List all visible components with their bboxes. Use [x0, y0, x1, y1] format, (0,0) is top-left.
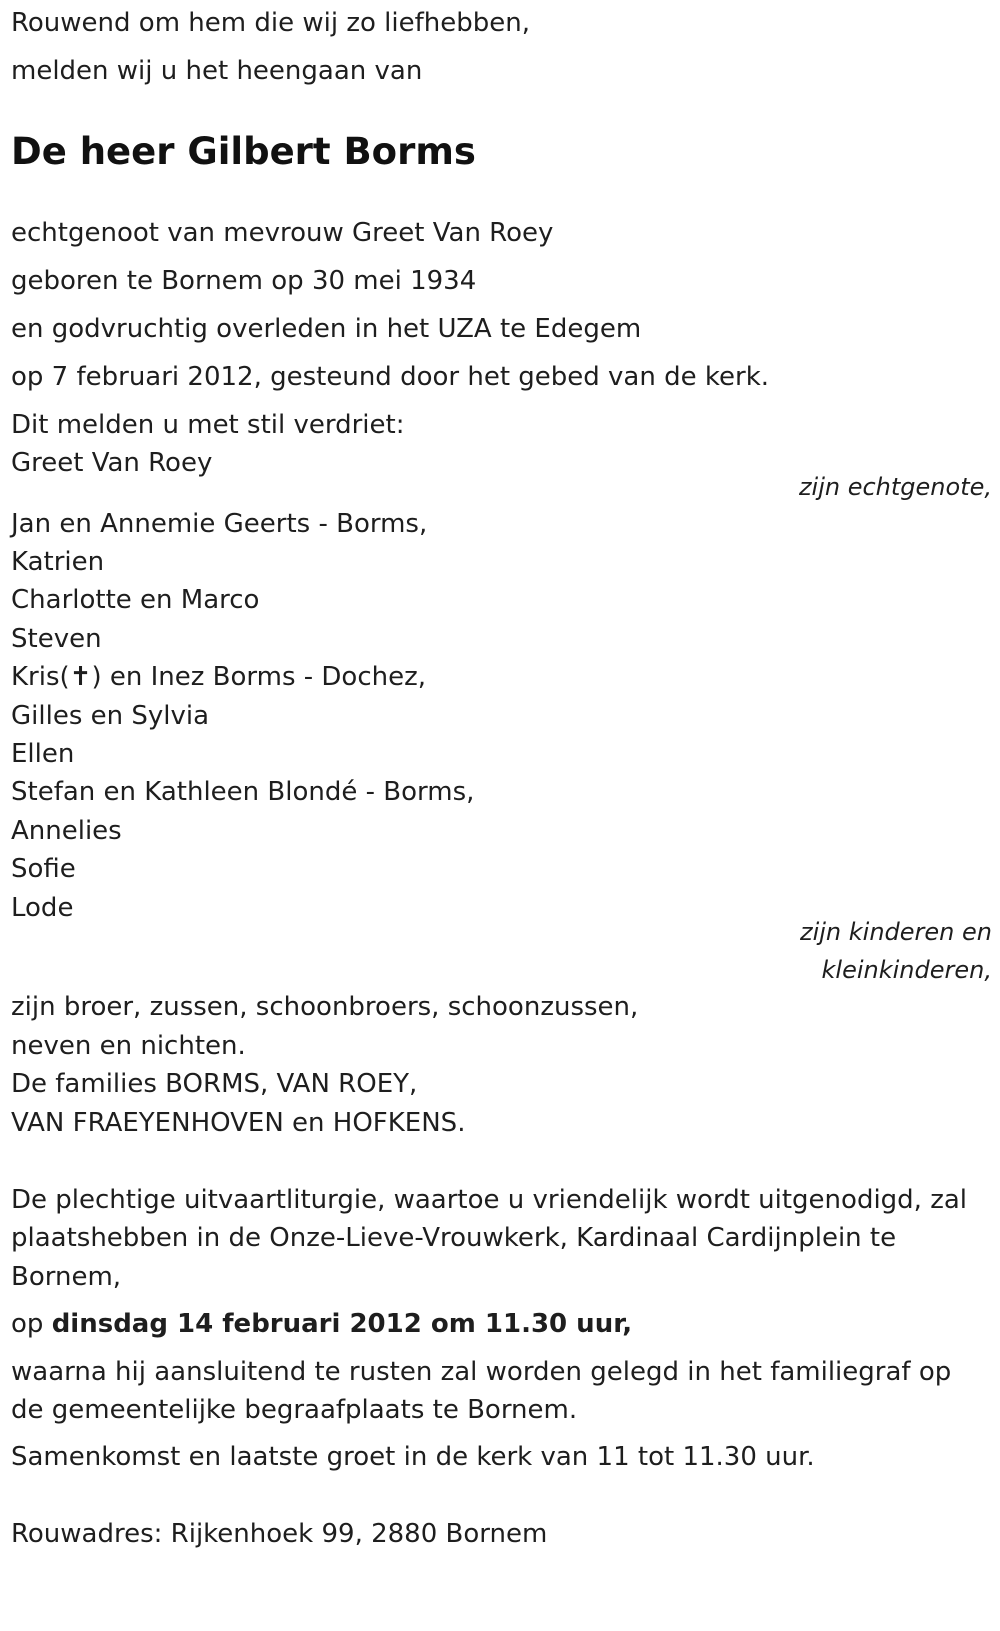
- funeral-date: dinsdag 14 februari 2012 om 11.30 uur,: [51, 1309, 633, 1339]
- liturgy-line: Bornem,: [11, 1262, 122, 1292]
- child-line: Gilles en Sylvia: [11, 701, 210, 731]
- detail-spouse: echtgenoot van mevrouw Greet Van Roey: [11, 218, 554, 248]
- children-relation-line-1: zijn kinderen en: [800, 918, 992, 946]
- deceased-name: De heer Gilbert Borms: [11, 130, 476, 173]
- liturgy-line: plaatshebben in de Onze-Lieve-Vrouwkerk, Kardinaal Cardijnplein te: [11, 1223, 897, 1253]
- announce-line: Dit melden u met stil verdriet:: [11, 410, 405, 440]
- detail-death-date: op 7 februari 2012, gesteund door het gebed van de kerk.: [11, 362, 770, 392]
- child-line: Sofie: [11, 854, 76, 884]
- family-line: neven en nichten.: [11, 1031, 246, 1061]
- family-line: De families BORMS, VAN ROEY,: [11, 1069, 418, 1099]
- child-line: Stefan en Kathleen Blondé - Borms,: [11, 777, 475, 807]
- funeral-date-prefix: op: [11, 1309, 52, 1339]
- child-line: Steven: [11, 624, 102, 654]
- mourning-address: Rouwadres: Rijkenhoek 99, 2880 Bornem: [11, 1519, 548, 1549]
- burial-line: waarna hij aansluitend te rusten zal worden gelegd in het familiegraf op: [11, 1357, 952, 1387]
- child-line: Annelies: [11, 816, 122, 846]
- gathering-line: Samenkomst en laatste groet in de kerk van 11 tot 11.30 uur.: [11, 1442, 815, 1472]
- burial-line: de gemeentelijke begraafplaats te Bornem.: [11, 1395, 578, 1425]
- children-relation-line-2: kleinkinderen,: [821, 956, 992, 984]
- child-line: Ellen: [11, 739, 75, 769]
- child-line: Lode: [11, 893, 74, 923]
- spouse-name: Greet Van Roey: [11, 448, 213, 478]
- child-line: Katrien: [11, 547, 105, 577]
- child-line: Kris(✝) en Inez Borms - Dochez,: [11, 662, 427, 692]
- intro-line-2: melden wij u het heengaan van: [11, 56, 423, 86]
- child-line: Jan en Annemie Geerts - Borms,: [11, 509, 428, 539]
- detail-birth: geboren te Bornem op 30 mei 1934: [11, 266, 477, 296]
- family-line: zijn broer, zussen, schoonbroers, schoonzussen,: [11, 992, 639, 1022]
- funeral-date-line: [11, 1311, 632, 1337]
- spouse-relation: zijn echtgenote,: [798, 473, 992, 501]
- liturgy-line: De plechtige uitvaartliturgie, waartoe u vriendelijk wordt uitgenodigd, zal: [11, 1185, 968, 1215]
- intro-line-1: Rouwend om hem die wij zo liefhebben,: [11, 8, 530, 38]
- detail-death-place: en godvruchtig overleden in het UZA te Edegem: [11, 314, 642, 344]
- child-line: Charlotte en Marco: [11, 585, 260, 615]
- family-line: VAN FRAEYENHOVEN en HOFKENS.: [11, 1108, 466, 1138]
